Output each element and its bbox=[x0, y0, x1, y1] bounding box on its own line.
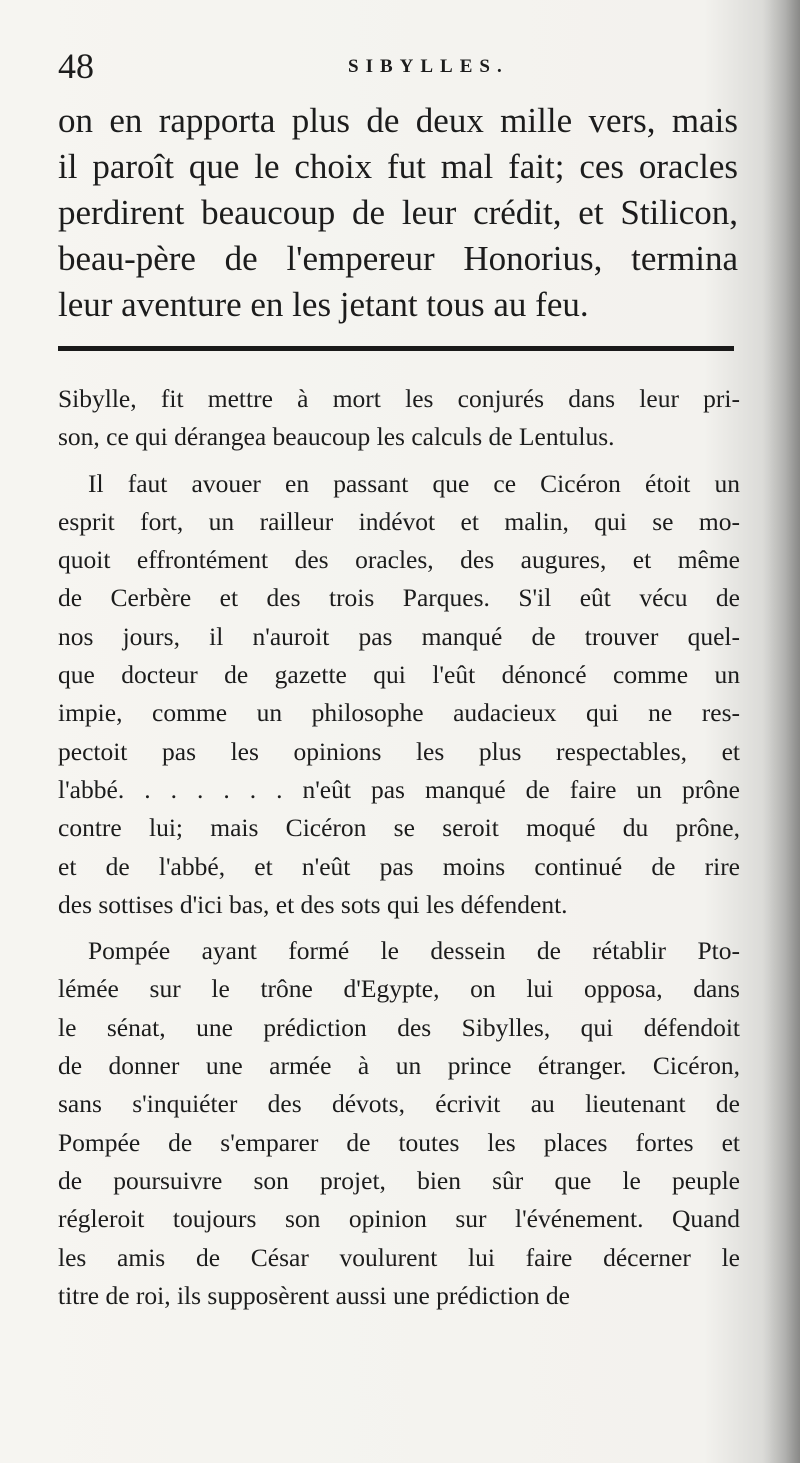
footnote-separator-rule bbox=[58, 346, 734, 351]
page-edge-shadow bbox=[762, 0, 800, 1463]
footnote-line: de Cerbère et des trois Parques. S'il eût vécu de bbox=[58, 583, 740, 613]
footnote-line: titre de roi, ils supposèrent aussi une prédiction de bbox=[58, 1280, 571, 1310]
footnote-line: des sottises d'ici bas, et des sots qui les défendent. bbox=[58, 889, 568, 919]
footnote-line: pectoit pas les opinions les plus respectables, et bbox=[58, 736, 740, 766]
main-text-line: leur aventure en les jetant tous au feu. bbox=[58, 285, 589, 324]
footnote-line: Sibylle, fit mettre à mort les conjurés dans leur pri- bbox=[58, 384, 740, 413]
footnote-line: Pompée ayant formé le dessein de rétablir Pto- bbox=[88, 936, 740, 966]
footnote-line: et de l'abbé, et n'eût pas moins continué de rire bbox=[58, 851, 740, 881]
main-text-line: beau-père de l'empereur Honorius, termina bbox=[58, 239, 738, 278]
page-number: 48 bbox=[58, 46, 94, 86]
running-title: SIBYLLES. bbox=[348, 56, 509, 77]
footnote-line: esprit fort, un railleur indévot et malin, qui se mo- bbox=[58, 506, 740, 536]
paragraph-gap bbox=[58, 457, 740, 465]
footnote-line: le sénat, une prédiction des Sibylles, qui défendoit bbox=[58, 1012, 740, 1042]
footnote-line: Pompée de s'emparer de toutes les places fortes et bbox=[58, 1127, 740, 1157]
main-text-line: on en rapporta plus de deux mille vers, mais bbox=[58, 101, 738, 140]
footnote-line: son, ce qui dérangea beaucoup les calculs de Lentulus. bbox=[58, 422, 615, 452]
footnote-line: lémée sur le trône d'Egypte, on lui opposa, dans bbox=[58, 974, 740, 1004]
page-header bbox=[58, 46, 738, 92]
footnote-line: l'abbé. . . . . . . n'eût pas manqué de faire un prône bbox=[58, 774, 740, 804]
footnote-block bbox=[58, 380, 740, 1315]
footnote-line: les amis de César voulurent lui faire décerner le bbox=[58, 1242, 740, 1272]
footnote-line: régleroit toujours son opinion sur l'événement. Quand bbox=[58, 1204, 740, 1234]
footnote-line: que docteur de gazette qui l'eût dénoncé comme un bbox=[58, 660, 740, 690]
paragraph-gap bbox=[58, 924, 740, 932]
footnote-line: contre lui; mais Cicéron se seroit moqué du prône, bbox=[58, 813, 740, 843]
main-text-line: perdirent beaucoup de leur crédit, et Stilicon, bbox=[58, 193, 738, 232]
footnote-line: quoit effrontément des oracles, des augures, et même bbox=[58, 545, 740, 575]
footnote-line: sans s'inquiéter des dévots, écrivit au lieutenant de bbox=[58, 1089, 740, 1119]
footnote-line: de poursuivre son projet, bien sûr que le peuple bbox=[58, 1165, 740, 1195]
footnote-line: Il faut avouer en passant que ce Cicéron étoit un bbox=[88, 468, 740, 498]
main-text-block bbox=[58, 98, 738, 328]
footnote-line: nos jours, il n'auroit pas manqué de trouver quel- bbox=[58, 621, 740, 651]
footnote-line: de donner une armée à un prince étranger. Cicéron, bbox=[58, 1051, 740, 1081]
main-text-line: il paroît que le choix fut mal fait; ces oracles bbox=[58, 147, 738, 186]
footnote-line: impie, comme un philosophe audacieux qui ne res- bbox=[58, 698, 740, 728]
